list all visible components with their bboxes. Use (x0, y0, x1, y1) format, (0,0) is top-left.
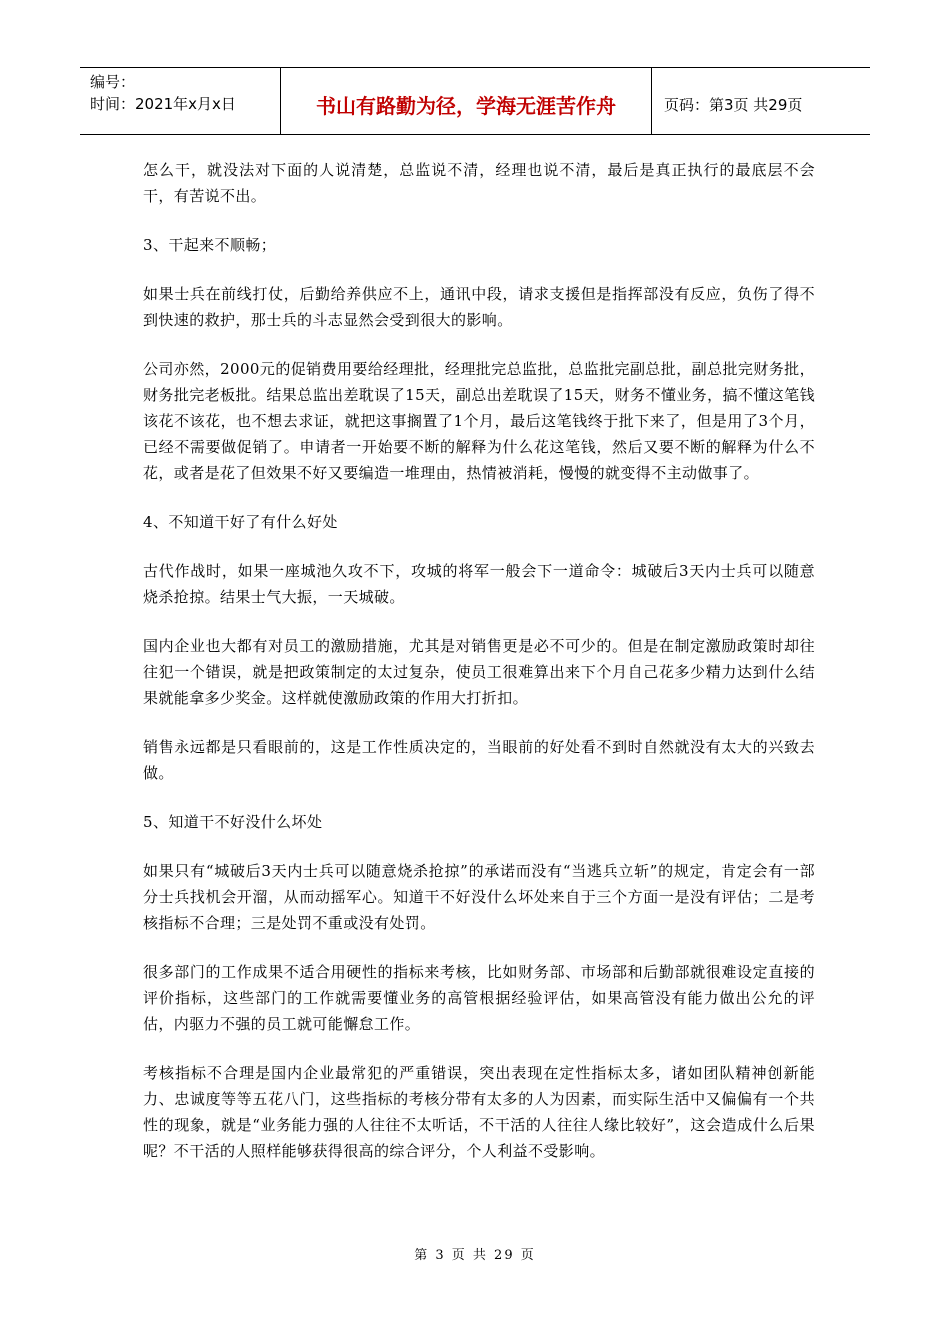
document-number-label: 编号： (90, 73, 136, 91)
document-body (143, 157, 815, 1187)
paragraph: 如果只有“城破后3天内士兵可以随意烧杀抢掠”的承诺而没有“当逃兵立斩”的规定，肯定会有一部分士兵找机会开溜，从而动摇军心。知道干不好没什么坏处来自于三个方面一是没有评估；二是考核指标不合理；三是处罚不重或没有处罚。 (143, 862, 815, 932)
section-heading: 3、干起来不顺畅； (143, 236, 277, 254)
paragraph: 公司亦然，2000元的促销费用要给经理批，经理批完总监批，总监批完副总批，副总批完财务批，财务批完老板批。结果总监出差耽误了15天，副总出差耽误了15天，财务不懂业务，搞不懂这笔钱该花不该花，也不想去求证，就把这事搁置了1个月，最后这笔钱终于批下来了，但是用了3个月，已经不需要做促销了。申请者一开始要不断的解释为什么花这笔钱，然后又要不断的解释为什么不花，或者是花了但效果不好又要编造一堆理由，热情被消耗，慢慢的就变得不主动做事了。 (143, 360, 815, 482)
header-page-info: 页码：第3页 共29页 (664, 95, 803, 114)
document-date: 时间：2021年x月x日 (90, 95, 236, 113)
paragraph: 考核指标不合理是国内企业最常犯的严重错误，突出表现在定性指标太多，诸如团队精神创新能力、忠诚度等等五花八门，这些指标的考核分带有太多的人为因素，而实际生活中又偏偏有一个共性的现象，就是“业务能力强的人往往不太听话，不干活的人往往人缘比较好”，这会造成什么后果呢？不干活的人照样能够获得很高的综合评分，个人利益不受影响。 (143, 1064, 815, 1160)
paragraph: 很多部门的工作成果不适合用硬性的指标来考核，比如财务部、市场部和后勤部就很难设定直接的评价指标，这些部门的工作就需要懂业务的高管根据经验评估，如果高管没有能力做出公允的评估，内驱力不强的员工就可能懈怠工作。 (143, 963, 815, 1033)
section-heading: 5、知道干不好没什么坏处 (143, 813, 323, 831)
page-footer: 第 3 页 共 29 页 (414, 1248, 536, 1263)
paragraph: 国内企业也大都有对员工的激励措施，尤其是对销售更是必不可少的。但是在制定激励政策时却往往犯一个错误，就是把政策制定的太过复杂，使员工很难算出来下个月自己花多少精力达到什么结果就能拿多少奖金。这样就使激励政策的作用大打折扣。 (143, 637, 815, 707)
paragraph: 怎么干，就没法对下面的人说清楚，总监说不清，经理也说不清，最后是真正执行的最底层不会干，有苦说不出。 (143, 161, 815, 205)
paragraph: 古代作战时，如果一座城池久攻不下，攻城的将军一般会下一道命令：城破后3天内士兵可以随意烧杀抢掠。结果士气大振，一天城破。 (143, 562, 815, 606)
header-motto: 书山有路勤为径，学海无涯苦作舟 (281, 68, 652, 134)
paragraph: 销售永远都是只看眼前的，这是工作性质决定的，当眼前的好处看不到时自然就没有太大的兴致去做。 (143, 738, 815, 782)
page-header (80, 67, 870, 135)
section-heading: 4、不知道干好了有什么好处 (143, 513, 338, 531)
header-meta (80, 68, 281, 134)
paragraph: 如果士兵在前线打仗，后勤给养供应不上，通讯中段，请求支援但是指挥部没有反应，负伤了得不到快速的救护，那士兵的斗志显然会受到很大的影响。 (143, 285, 815, 329)
